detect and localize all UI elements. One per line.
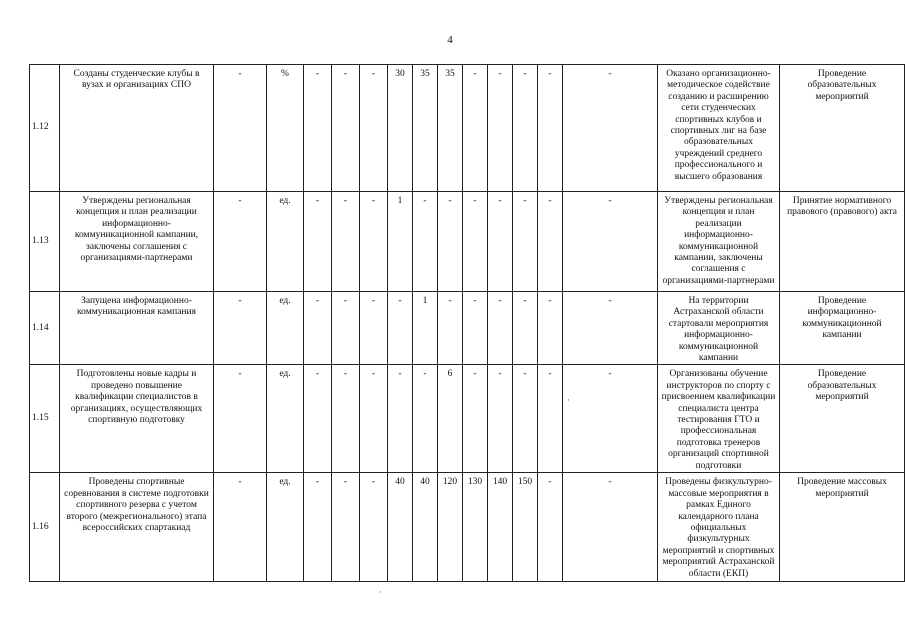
yearly-value: -	[488, 365, 513, 473]
result-characteristic: На территории Астраханской области стартовали мероприятия информационно-коммуникационной кампании	[658, 292, 780, 365]
row-number: 1.15	[30, 365, 60, 473]
baseline-value: -	[214, 365, 267, 473]
scan-mark: ·	[567, 395, 570, 405]
yearly-value: -	[563, 65, 658, 192]
yearly-value: -	[538, 365, 563, 473]
yearly-value: -	[538, 292, 563, 365]
yearly-value: 6	[438, 365, 463, 473]
result-description: Проведены спортивные соревнования в системе подготовки спортивного резерва с учетом второго (межрегионального) этапа всероссийских спартакиад	[60, 473, 214, 582]
result-description: Запущена информационно-коммуникационная кампания	[60, 292, 214, 365]
yearly-value: -	[488, 65, 513, 192]
baseline-value: -	[214, 473, 267, 582]
yearly-value: -	[438, 192, 463, 292]
yearly-value: -	[332, 292, 360, 365]
yearly-value: -	[513, 365, 538, 473]
yearly-value: -	[563, 365, 658, 473]
row-number: 1.13	[30, 192, 60, 292]
yearly-value: -	[463, 365, 488, 473]
yearly-value: -	[463, 65, 488, 192]
page-number: 4	[447, 34, 453, 46]
result-description: Созданы студенческие клубы в вузах и организациях СПО	[60, 65, 214, 192]
yearly-value: 150	[513, 473, 538, 582]
yearly-value: 40	[413, 473, 438, 582]
activity-type: Проведение массовых мероприятий	[780, 473, 905, 582]
yearly-value: -	[304, 292, 332, 365]
yearly-value: -	[438, 292, 463, 365]
activity-type: Принятие нормативного правового (правового) акта	[780, 192, 905, 292]
yearly-value: 130	[463, 473, 488, 582]
result-characteristic: Оказано организационно-методическое содействие созданию и расширению сети студенческих спортивных клубов и спортивных лиг на базе образовательных учреждений среднего профессионального и высшего образования	[658, 65, 780, 192]
yearly-value: -	[463, 292, 488, 365]
unit-of-measure: ед.	[267, 365, 304, 473]
row-number: 1.12	[30, 65, 60, 192]
yearly-value: -	[563, 192, 658, 292]
yearly-value: -	[413, 192, 438, 292]
baseline-value: -	[214, 292, 267, 365]
yearly-value: -	[332, 473, 360, 582]
result-characteristic: Организованы обучение инструкторов по спорту с присвоением квалификации специалиста центра тестирования ГТО и профессиональная подготовка тренеров организаций спортивной подготовки	[658, 365, 780, 473]
table-row	[30, 292, 905, 365]
yearly-value: -	[360, 65, 388, 192]
yearly-value: -	[563, 292, 658, 365]
yearly-value: -	[332, 365, 360, 473]
yearly-value: -	[360, 192, 388, 292]
result-description: Утверждены региональная концепция и план реализации информационно-коммуникационной кампании, заключены соглашения с организациями-партнерами	[60, 192, 214, 292]
row-number: 1.14	[30, 292, 60, 365]
activity-type: Проведение информационно-коммуникационной кампании	[780, 292, 905, 365]
result-characteristic: Проведены физкультурно-массовые мероприятия в рамках Единого календарного плана официальных физкультурных мероприятий и спортивных мероприятий Астраханской области (ЕКП)	[658, 473, 780, 582]
yearly-value: -	[304, 473, 332, 582]
unit-of-measure: %	[267, 65, 304, 192]
yearly-value: -	[360, 365, 388, 473]
yearly-value: -	[304, 65, 332, 192]
baseline-value: -	[214, 192, 267, 292]
yearly-value: -	[538, 192, 563, 292]
yearly-value: 1	[388, 192, 413, 292]
result-characteristic: Утверждены региональная концепция и план реализации информационно-коммуникационной кампании, заключены соглашения с организациями-партнерами	[658, 192, 780, 292]
yearly-value: -	[332, 192, 360, 292]
yearly-value: -	[538, 65, 563, 192]
result-description: Подготовлены новые кадры и проведено повышение квалификации специалистов в организациях, осуществляющих спортивную подготовку	[60, 365, 214, 473]
row-number: 1.16	[30, 473, 60, 582]
table-row	[30, 192, 905, 292]
activity-type: Проведение образовательных мероприятий	[780, 65, 905, 192]
yearly-value: 35	[413, 65, 438, 192]
yearly-value: -	[360, 292, 388, 365]
yearly-value: 30	[388, 65, 413, 192]
scan-mark: ·	[379, 587, 382, 597]
yearly-value: 120	[438, 473, 463, 582]
yearly-value: -	[513, 65, 538, 192]
yearly-value: -	[463, 192, 488, 292]
table-row	[30, 473, 905, 582]
unit-of-measure: ед.	[267, 473, 304, 582]
baseline-value: -	[214, 65, 267, 192]
yearly-value: 35	[438, 65, 463, 192]
yearly-value: 40	[388, 473, 413, 582]
yearly-value: -	[513, 292, 538, 365]
yearly-value: -	[488, 292, 513, 365]
activity-type: Проведение образовательных мероприятий	[780, 365, 905, 473]
yearly-value: -	[360, 473, 388, 582]
yearly-value: -	[388, 365, 413, 473]
table-row	[30, 65, 905, 192]
yearly-value: -	[538, 473, 563, 582]
yearly-value: -	[304, 192, 332, 292]
yearly-value: -	[332, 65, 360, 192]
yearly-value: 140	[488, 473, 513, 582]
yearly-value: 1	[413, 292, 438, 365]
table-row	[30, 365, 905, 473]
unit-of-measure: ед.	[267, 192, 304, 292]
yearly-value: -	[513, 192, 538, 292]
measures-table	[29, 64, 905, 582]
yearly-value: -	[388, 292, 413, 365]
yearly-value: -	[413, 365, 438, 473]
unit-of-measure: ед.	[267, 292, 304, 365]
yearly-value: -	[488, 192, 513, 292]
yearly-value: -	[563, 473, 658, 582]
yearly-value: -	[304, 365, 332, 473]
